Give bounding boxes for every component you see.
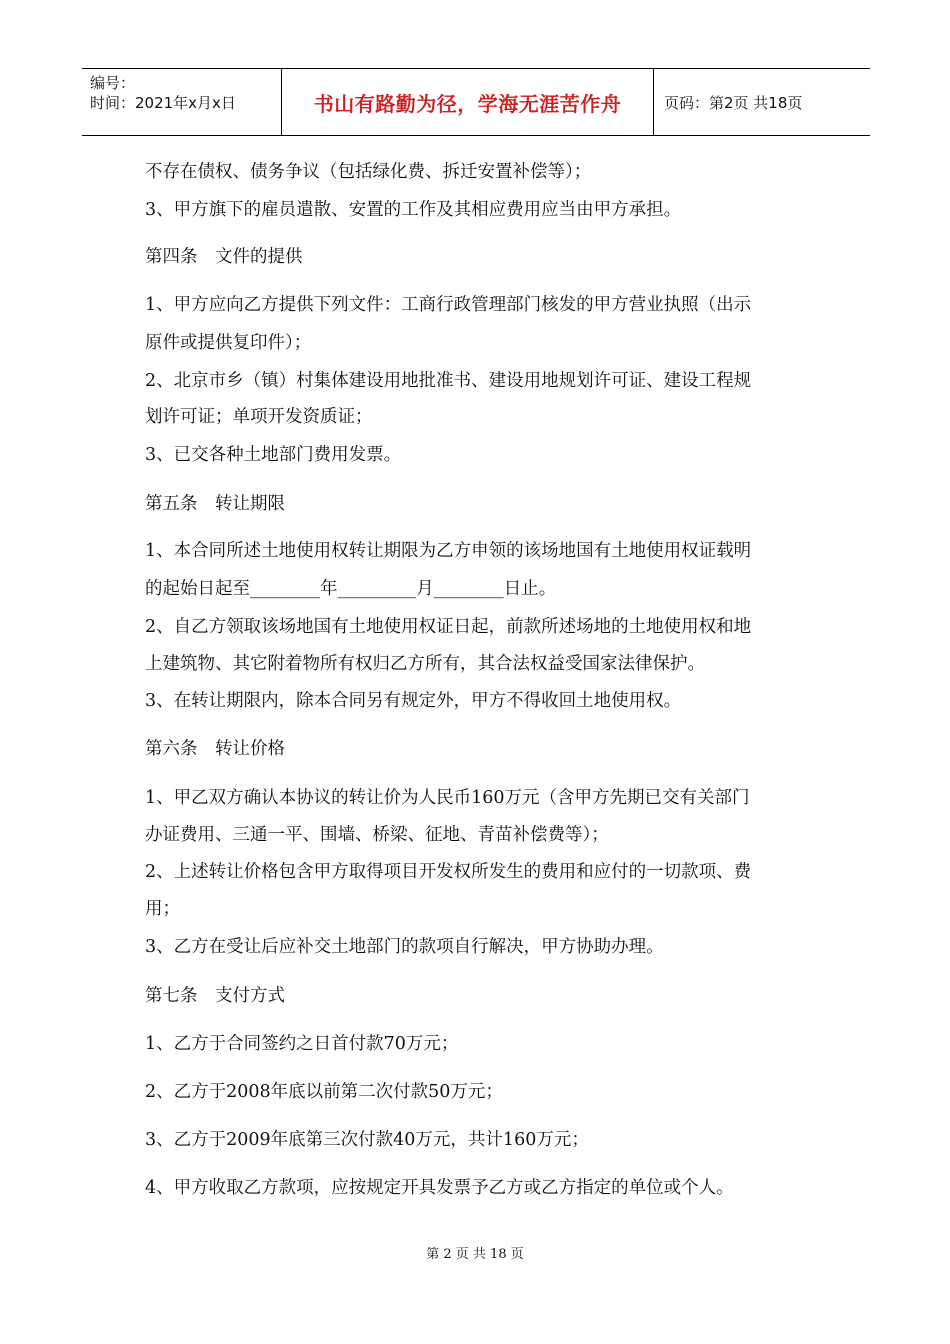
body-line: 2、自乙方领取该场地国有土地使用权证日起，前款所述场地的土地使用权和地 (145, 617, 752, 637)
time-label: 时间：2021年x月x日 (90, 94, 236, 112)
header-meta (82, 69, 282, 135)
body-line: 的起始日起至________年_________月________日止。 (145, 579, 557, 599)
body-line: 2、北京市乡（镇）村集体建设用地批准书、建设用地规划许可证、建设工程规 (145, 371, 752, 391)
body-line: 3、甲方旗下的雇员遣散、安置的工作及其相应费用应当由甲方承担。 (145, 200, 682, 220)
body-line: 1、本合同所述土地使用权转让期限为乙方申领的该场地国有土地使用权证载明 (145, 541, 752, 561)
section-heading: 第五条 转让期限 (145, 494, 285, 514)
body-line: 1、乙方于合同签约之日首付款70万元； (145, 1034, 459, 1054)
header-motto: 书山有路勤为径，学海无涯苦作舟 (282, 69, 654, 135)
body-line: 3、乙方于2009年底第三次付款40万元，共计160万元； (145, 1130, 589, 1150)
body-line: 3、在转让期限内，除本合同另有规定外，甲方不得收回土地使用权。 (145, 691, 682, 711)
page-header (82, 68, 870, 136)
body-line: 办证费用、三通一平、围墙、桥梁、征地、青苗补偿费等）； (145, 825, 609, 845)
body-line: 原件或提供复印件）； (145, 333, 312, 353)
body-line: 划许可证；单项开发资质证； (145, 407, 373, 427)
body-line: 用； (145, 899, 180, 919)
body-line: 1、甲乙双方确认本协议的转让价为人民币160万元（含甲方先期已交有关部门 (145, 788, 750, 808)
section-heading: 第七条 支付方式 (145, 986, 285, 1006)
body-line: 上建筑物、其它附着物所有权归乙方所有，其合法权益受国家法律保护。 (145, 654, 705, 674)
body-line: 2、乙方于2008年底以前第二次付款50万元； (145, 1082, 503, 1102)
body-line: 3、乙方在受让后应补交土地部门的款项自行解决，甲方协助办理。 (145, 937, 664, 957)
body-line: 2、上述转让价格包含甲方取得项目开发权所发生的费用和应付的一切款项、费 (145, 862, 752, 882)
header-page-info: 页码：第2页 共18页 (664, 93, 803, 112)
section-heading: 第四条 文件的提供 (145, 247, 303, 267)
code-label: 编号： (90, 74, 136, 92)
section-heading: 第六条 转让价格 (145, 739, 285, 759)
body-line: 不存在债权、债务争议（包括绿化费、拆迁安置补偿等）； (145, 162, 592, 182)
body-line: 3、已交各种土地部门费用发票。 (145, 445, 402, 465)
body-line: 4、甲方收取乙方款项，应按规定开具发票予乙方或乙方指定的单位或个人。 (145, 1178, 734, 1198)
page-footer: 第 2 页 共 18 页 (426, 1247, 524, 1262)
body-line: 1、甲方应向乙方提供下列文件：工商行政管理部门核发的甲方营业执照（出示 (145, 295, 752, 315)
